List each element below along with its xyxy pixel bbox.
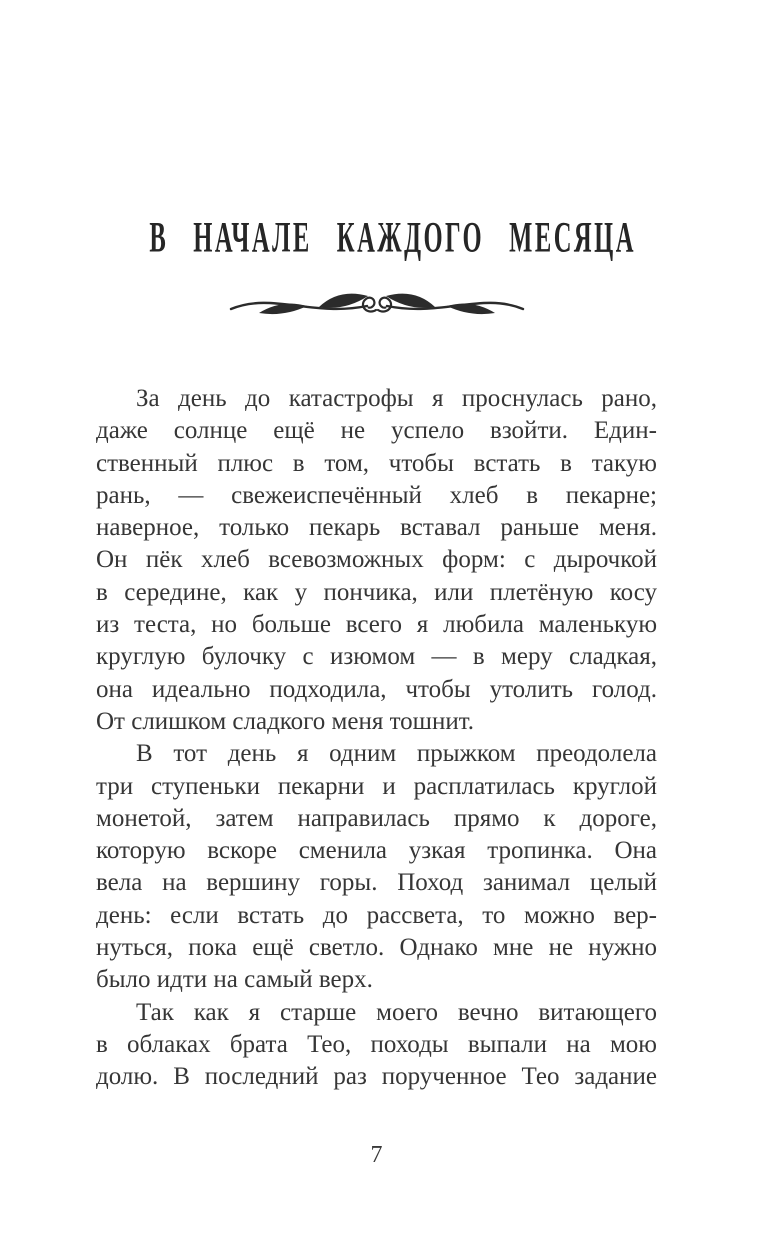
text-line: ственный плюс в том, чтобы встать в такую	[96, 449, 657, 477]
paragraph	[96, 383, 657, 738]
text-line: она идеально подходила, чтобы утолить голод.	[96, 675, 657, 703]
chapter-divider	[96, 286, 657, 326]
text-line: в середине, как у пончика, или плетёную косу	[96, 578, 657, 606]
text-line: Он пёк хлеб всевозможных форм: с дырочкой	[96, 546, 657, 574]
text-line: нуться, пока ещё светло. Однако мне не нужно	[96, 934, 657, 962]
page-number: 7	[370, 1142, 383, 1168]
text-line: круглую булочку с изюмом — в меру сладкая,	[96, 643, 657, 671]
text-line: вела на вершину горы. Поход занимал целый	[96, 869, 657, 897]
text-line: рань, — свежеиспечённый хлеб в пекарне;	[96, 481, 657, 509]
text-line: От слишком сладкого меня тошнит.	[96, 707, 474, 735]
text-line: было идти на самый верх.	[96, 966, 373, 994]
chapter-title-row	[96, 214, 657, 262]
text-line: долю. В последний раз порученное Тео задание	[96, 1063, 657, 1091]
text-line: Так как я старше моего вечно витающего	[136, 998, 657, 1026]
text-line: монетой, затем направилась прямо к дороге,	[96, 804, 657, 832]
text-line: За день до катастрофы я проснулась рано,	[136, 385, 657, 412]
text-line: три ступеньки пекарни и расплатилась круглой	[96, 772, 657, 800]
paragraph	[96, 997, 657, 1094]
chapter-body-text	[96, 383, 657, 1094]
text-line: даже солнце ещё не успело взойти. Един-	[96, 417, 657, 445]
text-line: В тот день я одним прыжком преодолела	[136, 740, 657, 768]
text-line: наверное, только пекарь вставал раньше меня.	[96, 514, 657, 542]
vine-flourish-icon	[227, 286, 527, 303]
paragraph	[96, 738, 657, 996]
text-line: в облаках брата Тео, походы выпали на мою	[96, 1030, 657, 1058]
chapter-title: В НАЧАЛЕ КАЖДОГО МЕСЯЦА	[149, 214, 636, 262]
text-line: из теста, но больше всего я любила маленькую	[96, 611, 657, 639]
text-line: день: если встать до рассвета, то можно вер-	[96, 901, 657, 929]
text-line: которую вскоре сменила узкая тропинка. Она	[96, 837, 657, 865]
